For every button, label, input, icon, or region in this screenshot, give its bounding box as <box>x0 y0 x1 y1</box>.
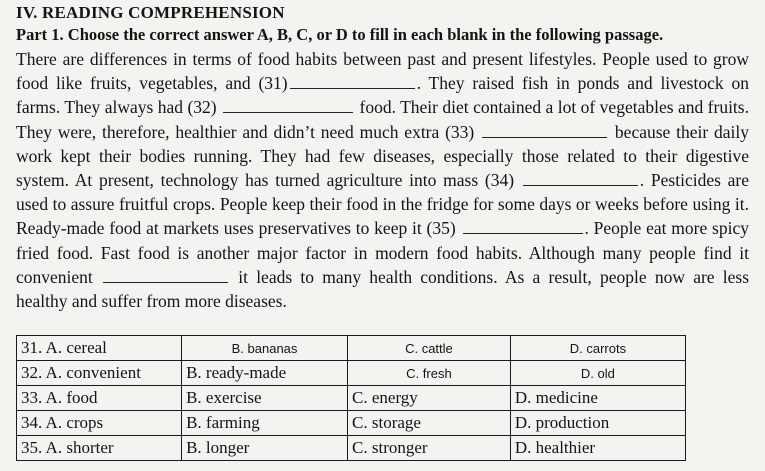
option-35-d: D. healthier <box>510 436 685 461</box>
reading-passage <box>16 47 749 313</box>
passage-sentence-1: There are differences in terms of food habits between past and present lifestyles. People used to grow food like fruits, vegetables, and (31) <box>16 49 749 94</box>
section-title: IV. READING COMPREHENSION <box>16 3 285 22</box>
answer-options-table <box>16 335 686 461</box>
option-35-a: 35. A. shorter <box>17 436 182 461</box>
passage-sentence-5: . Pesticides are used to assure fruitful crops. People keep their food in the fridge for some days or weeks before using it. Ready-made food at markets uses preservatives to keep it (35) <box>16 170 750 239</box>
options-row-34 <box>17 411 686 436</box>
option-31-b: B. bananas <box>182 336 348 361</box>
option-33-c: C. energy <box>348 386 511 411</box>
blank-36 <box>103 268 228 283</box>
option-31-c: C. cattle <box>348 336 511 361</box>
blank-33 <box>482 123 607 138</box>
option-35-b: B. longer <box>182 436 348 461</box>
passage-sentence-4: because their daily work kept their bodies running. They had few diseases, especially those related to their digestive system. At present, technology has turned agriculture into mass (34) <box>16 121 750 191</box>
option-32-a: 32. A. convenient <box>17 361 182 386</box>
option-32-b: B. ready-made <box>182 361 348 386</box>
option-34-b: B. farming <box>182 411 348 436</box>
options-row-33 <box>17 386 686 411</box>
options-row-31 <box>17 336 686 361</box>
option-33-b: B. exercise <box>182 386 348 411</box>
option-34-d: D. production <box>510 411 685 436</box>
option-31-d: D. carrots <box>510 336 685 361</box>
option-31-a: 31. A. cereal <box>17 336 182 361</box>
part-instructions: Part 1. Choose the correct answer A, B, C, or D to fill in each blank in the following passage. <box>16 25 664 44</box>
option-32-c: C. fresh <box>348 361 511 386</box>
option-34-c: C. storage <box>348 411 511 436</box>
option-32-d: D. old <box>510 361 685 386</box>
options-row-35 <box>17 436 686 461</box>
option-33-a: 33. A. food <box>17 386 182 411</box>
blank-31 <box>290 74 415 89</box>
blank-34 <box>523 171 638 186</box>
option-35-c: C. stronger <box>348 436 511 461</box>
blank-35 <box>463 219 583 234</box>
passage-sentence-2: . They raised fish in ponds and livestock on farms. They always had (32) <box>16 73 749 118</box>
option-34-a: 34. A. crops <box>17 411 182 436</box>
passage-sentence-3: food. Their diet contained a lot of vegetables and fruits. They were, therefore, healthier and didn’t need much extra (33) <box>16 97 749 142</box>
options-row-32 <box>17 361 686 386</box>
blank-32 <box>223 98 353 113</box>
option-33-d: D. medicine <box>510 386 685 411</box>
passage-sentence-6: . People eat more spicy fried food. Fast food is another major factor in modern food habits. Although many people find it convenient <box>16 218 749 287</box>
passage-sentence-7: it leads to many health conditions. As a result, people now are less healthy and suffer from more diseases. <box>16 266 750 312</box>
